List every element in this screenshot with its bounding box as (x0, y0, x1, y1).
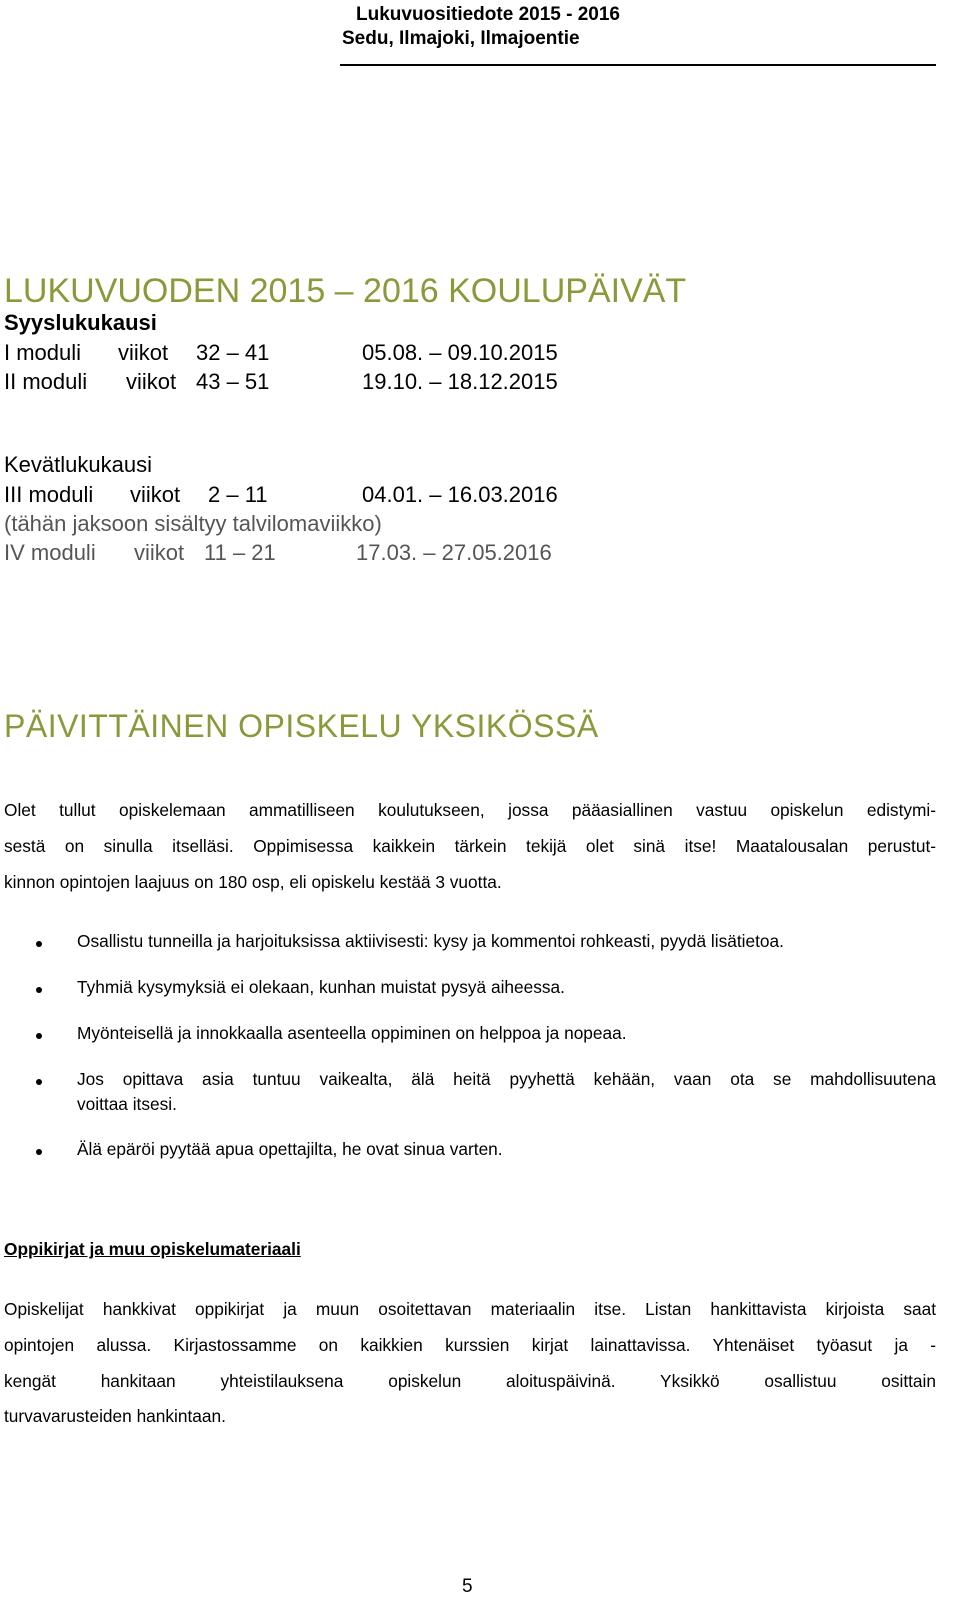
autumn-heading: Syyslukukausi (4, 310, 157, 335)
bullet-dot (36, 1033, 42, 1039)
module-1-dates: 05.08. – 09.10.2015 (362, 340, 558, 365)
bullet-item: Jos opittava asia tuntuu vaikealta, älä heitä pyyhettä kehään, vaan ota se mahdollisuutena (77, 1069, 936, 1089)
daily-para-line-1: Olet tullut opiskelemaan ammatilliseen koulutukseen, jossa pääasiallinen vastuu opiskelun edistymi- (4, 800, 936, 820)
module-3-weeks-label: viikot (130, 482, 181, 507)
module-2-dates: 19.10. – 18.12.2015 (362, 369, 558, 394)
module-1-name: I moduli (4, 340, 82, 365)
module-2-name: II moduli (4, 369, 88, 394)
bullet-item: Osallistu tunneilla ja harjoituksissa aktiivisesti: kysy ja kommentoi rohkeasti, pyydä lisätietoa. (77, 931, 784, 951)
bullet-item: Myönteisellä ja innokkaalla asenteella oppiminen on helppoa ja nopeaa. (77, 1023, 627, 1043)
materials-line-1: Opiskelijat hankkivat oppikirjat ja muun osoitettavan materiaalin itse. Listan hankittavista kirjoista saat (4, 1299, 936, 1319)
header-title: Lukuvuositiedote 2015 - 2016 (356, 4, 620, 25)
module-1-weeks: 32 – 41 (196, 340, 270, 365)
bullet-dot (36, 987, 42, 993)
module-4-name: IV moduli (4, 540, 96, 565)
module-4-weeks-label: viikot (134, 540, 185, 565)
bullet-item: Älä epäröi pyytää apua opettajilta, he ovat sinua varten. (77, 1139, 503, 1159)
daily-para-line-2: sestä on sinulla itselläsi. Oppimisessa kaikkein tärkein tekijä olet sinä itse! Maatalousalan perustut- (4, 836, 936, 856)
materials-line-2: opintojen alussa. Kirjastossamme on kaikkien kurssien kirjat lainattavissa. Yhtenäiset työasut ja - (4, 1335, 936, 1355)
daily-title: PÄIVITTÄINEN OPISKELU YKSIKÖSSÄ (4, 708, 599, 744)
header-subtitle: Sedu, Ilmajoki, Ilmajoentie (342, 28, 580, 49)
module-2-weeks: 43 – 51 (196, 369, 270, 394)
bullet-item: Tyhmiä kysymyksiä ei olekaan, kunhan muistat pysyä aiheessa. (77, 977, 565, 997)
spring-note: (tähän jaksoon sisältyy talvilomaviikko) (4, 511, 382, 536)
module-3-weeks: 2 – 11 (208, 482, 268, 507)
bullet-dot (36, 1079, 42, 1085)
module-4-weeks: 11 – 21 (204, 540, 276, 565)
module-3-name: III moduli (4, 482, 94, 507)
spring-heading: Kevätlukukausi (4, 452, 152, 477)
module-1-weeks-label: viikot (118, 340, 169, 365)
schooldays-title: LUKUVUODEN 2015 – 2016 KOULUPÄIVÄT (4, 272, 687, 310)
materials-line-3: kengät hankitaan yhteistilauksena opiskelun aloituspäivinä. Yksikkö osallistuu osittain (4, 1371, 936, 1391)
bullet-dot (36, 1149, 42, 1155)
bullet-dot (36, 941, 42, 947)
page-number: 5 (462, 1576, 473, 1597)
daily-para-line-3: kinnon opintojen laajuus on 180 osp, eli opiskelu kestää 3 vuotta. (4, 872, 502, 892)
module-3-dates: 04.01. – 16.03.2016 (362, 482, 558, 507)
module-2-weeks-label: viikot (126, 369, 177, 394)
header-rule (340, 64, 936, 66)
materials-title: Oppikirjat ja muu opiskelumateriaali (4, 1239, 301, 1259)
module-4-dates: 17.03. – 27.05.2016 (356, 540, 552, 565)
materials-line-4: turvavarusteiden hankintaan. (4, 1406, 226, 1426)
bullet-item-continued: voittaa itsesi. (77, 1094, 177, 1114)
